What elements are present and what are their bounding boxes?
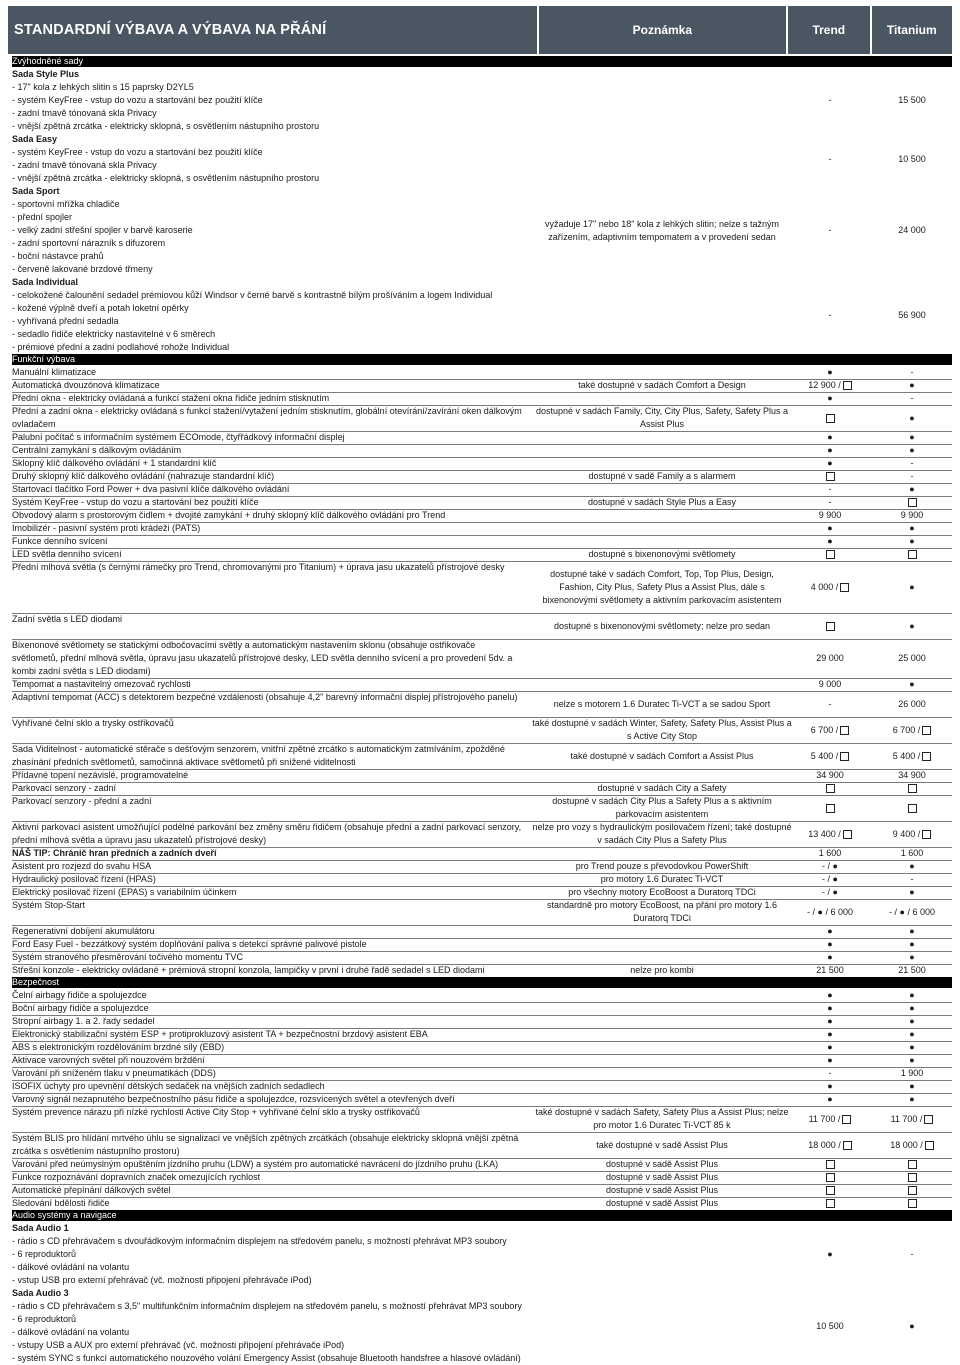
titanium-cell: -: [910, 874, 914, 884]
feature-label: Funkce rozpoznávání dopravních značek omezujících rychlost: [12, 1172, 261, 1182]
note-cell: pro Trend pouze s převodovkou PowerShift: [575, 861, 749, 871]
trend-cell: [790, 470, 870, 483]
titanium-cell: [874, 1184, 950, 1197]
note-cell: [532, 1067, 792, 1080]
trend-cell: ●: [827, 367, 833, 377]
note-cell: [532, 639, 792, 678]
trend-cell: - / ●: [822, 861, 838, 871]
feature-label: Palubní počítač s informačním systémem ECOmode, čtyřřádkový informační displej: [12, 432, 345, 442]
value-text: 6 700 /: [892, 724, 921, 735]
audio-pack-item: - rádio s CD přehrávačem s dvouřádkovým informačním displejem na středovém panelu, s možností přehrávat MP3 soubory: [12, 1236, 507, 1246]
note-cell: nelze pro kombi: [630, 965, 694, 975]
titanium-cell: ●: [909, 887, 915, 897]
note-cell: [532, 1222, 792, 1287]
pack-title: Sada Sport: [12, 186, 60, 196]
section-header: Funkční výbava: [12, 354, 952, 365]
option-box-icon: [840, 726, 849, 735]
titanium-cell: ●: [909, 523, 915, 533]
pack-item: - celokožené čalounění sedadel prémiovou kůží Windsor v černé barvě s kontrastně bílým prošíváním a logem Individual: [12, 290, 493, 300]
trend-cell: ●: [827, 990, 833, 1000]
titanium-cell: 1 600: [900, 848, 924, 858]
value-text: 6 700 /: [810, 724, 839, 735]
pack-item: - zadní tmavě tónovaná skla Privacy: [12, 108, 157, 118]
feature-label: Adaptivní tempomat (ACC) s detektorem bezpečné vzdálenosti (obsahuje 4,2" barevný informační displej přístrojového panelu): [12, 692, 518, 702]
option-box-icon: [842, 1115, 851, 1124]
trend-cell: ●: [827, 1249, 833, 1259]
option-box-icon: [826, 414, 835, 423]
pack-item: - kožené výplně dveří a potah loketní opěrky: [12, 303, 189, 313]
note-cell: [532, 1015, 792, 1028]
trend-cell: [790, 1184, 870, 1197]
trend-cell: -: [828, 225, 832, 235]
pack-item: - prémiové přední a zadní podlahové rohože Individual: [12, 342, 230, 352]
trend-cell: ●: [827, 1055, 833, 1065]
option-box-icon: [826, 472, 835, 481]
titanium-cell: 9 900: [900, 510, 924, 520]
trend-cell: [790, 717, 870, 743]
trend-cell: ●: [827, 458, 833, 468]
page-title: STANDARDNÍ VÝBAVA A VÝBAVA NA PŘÁNÍ: [8, 6, 537, 54]
feature-label: Systém Stop-Start: [12, 900, 86, 910]
trend-cell: 9 000: [818, 679, 842, 689]
value-text: 13 400 /: [808, 828, 841, 839]
titanium-cell: ●: [909, 536, 915, 546]
trend-cell: [790, 405, 870, 431]
titanium-cell: ●: [909, 445, 915, 455]
trend-cell: ●: [827, 1081, 833, 1091]
note-cell: dostupné s bixenonovými světlomety: [588, 549, 736, 559]
audio-pack-item: - 6 reproduktorů: [12, 1314, 77, 1324]
feature-label: Asistent pro rozjezd do svahu HSA: [12, 861, 152, 871]
audio-pack-title: Sada Audio 1: [12, 1223, 69, 1233]
note-cell: dostupné v sadě Assist Plus: [605, 1159, 719, 1169]
titanium-cell: ●: [909, 432, 915, 442]
note-cell: dostupné s bixenonovými světlomety; nelze pro sedan: [553, 620, 771, 631]
option-box-icon: [843, 830, 852, 839]
titanium-cell: ●: [909, 1055, 915, 1065]
trend-cell: -: [828, 95, 832, 105]
trend-cell: ●: [827, 952, 833, 962]
feature-label: Automatická dvouzónová klimatizace: [12, 380, 160, 390]
note-cell: dostupné v sadě Assist Plus: [605, 1172, 719, 1182]
audio-pack-title: Sada Audio 3: [12, 1288, 69, 1298]
feature-label: Funkce denního svícení: [12, 536, 108, 546]
titanium-cell: -: [910, 471, 914, 481]
feature-label: Hydraulický posilovač řízení (HPAS): [12, 874, 156, 884]
option-box-icon: [826, 550, 835, 559]
note-cell: také dostupné v sadě Assist Plus: [596, 1139, 728, 1150]
titanium-cell: ●: [909, 1016, 915, 1026]
note-cell: [532, 951, 792, 964]
note-cell: [532, 276, 792, 354]
titanium-cell: [874, 821, 950, 847]
feature-label: Centrální zamykání s dálkovým ovládáním: [12, 445, 182, 455]
pack-item: - zadní sportovní nárazník s difuzorem: [12, 238, 166, 248]
audio-pack-item: - systém SYNC s funkcí automatického nouzového volání Emergency Assist (obsahuje Bluetooth handsfree a hlasové ovládání): [12, 1353, 521, 1363]
value-text: 18 000 /: [890, 1139, 923, 1150]
feature-label: Regenerativní dobíjení akumulátoru: [12, 926, 155, 936]
pack-item: - systém KeyFree - vstup do vozu a startování bez použití klíče: [12, 147, 263, 157]
option-box-icon: [908, 804, 917, 813]
note-cell: [532, 431, 792, 444]
titanium-cell: 26 000: [898, 698, 926, 709]
column-header-trend: Trend: [788, 6, 869, 54]
feature-label: Stropní airbagy 1. a 2. řady sedadel: [12, 1016, 155, 1026]
note-cell: [532, 392, 792, 405]
option-box-icon: [908, 1160, 917, 1169]
note-cell: [532, 483, 792, 496]
trend-cell: ●: [827, 536, 833, 546]
titanium-cell: [874, 1158, 950, 1171]
note-cell: [532, 1028, 792, 1041]
titanium-cell: -: [910, 1249, 914, 1259]
titanium-cell: ●: [909, 926, 915, 936]
option-box-icon: [826, 1199, 835, 1208]
note-cell: dostupné v sadách Family, City, City Plus, Safety, Safety Plus a Assist Plus: [535, 406, 789, 429]
option-box-icon: [908, 1173, 917, 1182]
trend-cell: ●: [827, 939, 833, 949]
section-header: Bezpečnost: [12, 977, 952, 988]
trend-cell: [790, 1132, 870, 1158]
titanium-cell: -: [910, 367, 914, 377]
titanium-cell: [874, 743, 950, 769]
trend-cell: ●: [827, 445, 833, 455]
titanium-cell: ●: [909, 952, 915, 962]
feature-label: Přední mlhová světla (s černými rámečky pro Trend, chromovanými pro Titanium) + úprava jasu ukazatelů přístrojové desky: [12, 562, 505, 572]
note-cell: dostupné v sadě Family a s alarmem: [588, 471, 736, 481]
titanium-cell: ●: [909, 1320, 915, 1331]
table-header: [8, 6, 952, 54]
feature-label: Parkovací senzory - přední a zadní: [12, 796, 152, 806]
note-cell: [532, 1080, 792, 1093]
trend-cell: ●: [827, 926, 833, 936]
option-box-icon: [922, 830, 931, 839]
feature-label: Parkovací senzory - zadní: [12, 783, 117, 793]
audio-pack-item: - rádio s CD přehrávačem s 3,5" multifunkčním informačním displejem na středovém panelu, s možností přehrávat MP3 soubory: [12, 1301, 522, 1311]
feature-label: Ford Easy Fuel - bezzátkový systém doplňování paliva s detekcí správné palivové pistole: [12, 939, 367, 949]
feature-label: Boční airbagy řidiče a spolujezdce: [12, 1003, 149, 1013]
feature-label: Obvodový alarm s prostorovým čidlem + dvojité zamykání + druhý sklopný klíč dálkového ovládání pro Trend: [12, 510, 446, 520]
feature-label: Přídavné topení nezávislé, programovatelné: [12, 770, 189, 780]
option-box-icon: [922, 752, 931, 761]
feature-label: Sada Viditelnost - automatické stěrače s dešťovým senzorem, vnitřní zpětné zrcátko s automatickým zatmíváním, zpožděné zhasínání předních světlometů, samočinná aktivace světlometů při snížené viditelnosti: [12, 744, 505, 767]
note-cell: pro všechny motory EcoBoost a Duratorq TDCi: [568, 887, 756, 897]
trend-cell: 34 900: [816, 770, 844, 780]
note-cell: [532, 535, 792, 548]
option-box-icon: [908, 1199, 917, 1208]
feature-label: Varovný signál nezapnutého bezpečnostního pásu řidiče a spolujezdce, rozsvícených světel a otevřených dveří: [12, 1094, 455, 1104]
trend-cell: 1 600: [818, 848, 842, 858]
trend-cell: -: [828, 698, 832, 709]
pack-item: - vnější zpětná zrcátka - elektricky sklopná, s osvětlením nástupního prostoru: [12, 173, 320, 183]
trend-cell: ●: [827, 1094, 833, 1104]
titanium-cell: 24 000: [898, 225, 926, 235]
trend-cell: -: [828, 1068, 832, 1078]
note-cell: vyžaduje 17" nebo 18" kola z lehkých slitin; nelze s tažným zařízením, adaptivním tempomatem a v provedení sedan: [544, 218, 779, 242]
titanium-cell: -: [910, 458, 914, 468]
feature-label: Elektronický stabilizační systém ESP + protiprokluzový asistent TA + bezpečnostní brzdový asistent EBA: [12, 1029, 428, 1039]
note-cell: [532, 457, 792, 470]
note-cell: dostupné také v sadách Comfort, Top, Top Plus, Design, Fashion, City Plus, Safety Plus a Assist Plus, dále s bixenonovými světlomety a aktivním parkovacím asistentem: [542, 568, 782, 605]
titanium-cell: ●: [909, 990, 915, 1000]
feature-label: Imobilizér - pasivní systém proti krádeži (PATS): [12, 523, 201, 533]
option-box-icon: [908, 550, 917, 559]
titanium-cell: ●: [909, 1029, 915, 1039]
titanium-cell: 56 900: [898, 309, 926, 320]
feature-label: Sledování bdělosti řidiče: [12, 1198, 110, 1208]
option-box-icon: [908, 1186, 917, 1195]
titanium-cell: 10 500: [898, 153, 926, 164]
feature-label: Aktivní parkovací asistent umožňující podélné parkování bez změny směru řidičem (obsahuje přední a zadní parkovací senzory, přední mlhová světla a úpravu jasu ukazatelů přístrojové desky): [12, 822, 522, 845]
pack-item: - sportovní mřížka chladiče: [12, 199, 120, 209]
pack-item: - boční nástavce prahů: [12, 251, 104, 261]
pack-item: - červeně lakované brzdové třmeny: [12, 264, 153, 274]
titanium-cell: [874, 496, 950, 509]
titanium-cell: 1 900: [900, 1068, 924, 1078]
titanium-cell: [874, 548, 950, 561]
feature-label: Střešní konzole - elektricky ovládané + prémiová stropní konzola, lampičky v první i druhé řadě sedadel s LED diodami: [12, 965, 485, 975]
feature-label: NÁŠ TIP: Chránič hran předních a zadních dveří: [12, 848, 217, 858]
trend-cell: [790, 1158, 870, 1171]
option-box-icon: [843, 1141, 852, 1150]
titanium-cell: ●: [909, 484, 915, 494]
value-text: 5 400 /: [810, 750, 839, 761]
option-box-icon: [826, 804, 835, 813]
titanium-cell: [874, 717, 950, 743]
column-header-note: Poznámka: [539, 6, 786, 54]
titanium-cell: [874, 1171, 950, 1184]
trend-cell: [790, 379, 870, 392]
titanium-cell: ●: [909, 1081, 915, 1091]
option-box-icon: [840, 583, 849, 592]
option-box-icon: [826, 1173, 835, 1182]
feature-label: Tempomat a nastavitelný omezovač rychlosti: [12, 679, 191, 689]
feature-label: Bixenonové světlomety se statickými odbočovacími světly a automatickým nastavením sklonu (obsahuje ostřikovače světlometů, přední mlhová světla, úpravu jasu ukazatelů přístrojové desky, LED světla denního svícení a pro provedení 5dv. a kombi zadní světla s LED diodami): [12, 640, 513, 676]
feature-label: Startovací tlačítko Ford Power + dva pasivní klíče dálkového ovládání: [12, 484, 290, 494]
trend-cell: 29 000: [816, 653, 844, 663]
trend-cell: 10 500: [816, 1320, 844, 1331]
titanium-cell: ●: [909, 1094, 915, 1104]
note-cell: standardně pro motory EcoBoost, na přání pro motory 1.6 Duratorq TDCi: [546, 900, 778, 923]
value-text: 5 400 /: [892, 750, 921, 761]
value-text: 9 400 /: [892, 828, 921, 839]
titanium-cell: [874, 1197, 950, 1210]
value-text: 11 700 /: [808, 1113, 841, 1124]
titanium-cell: [874, 1132, 950, 1158]
feature-label: Varování před neúmyslným opuštěním jízdního pruhu (LDW) a systém pro automatické navrácení do jízdního pruhu (LKA): [12, 1159, 499, 1169]
trend-cell: -: [828, 153, 832, 164]
pack-item: - přední spojler: [12, 212, 73, 222]
feature-label: Zadní světla s LED diodami: [12, 614, 123, 624]
trend-cell: [790, 561, 870, 613]
titanium-cell: ●: [909, 1003, 915, 1013]
feature-label: Druhý sklopný klíč dálkového ovládání (nahrazuje standardní klíč): [12, 471, 275, 481]
pack-item: - 17" kola z lehkých slitin s 15 paprsky D2YL5: [12, 82, 194, 92]
option-box-icon: [840, 752, 849, 761]
note-cell: [532, 133, 792, 185]
note-cell: dostupné v sadě Assist Plus: [605, 1185, 719, 1195]
titanium-cell: [874, 795, 950, 821]
titanium-cell: 15 500: [898, 95, 926, 105]
trend-cell: [790, 743, 870, 769]
pack-item: - vnější zpětná zrcátka - elektricky sklopná, s osvětlením nástupního prostoru: [12, 121, 320, 131]
trend-cell: [790, 1106, 870, 1132]
note-cell: [532, 1093, 792, 1106]
pack-title: Sada Style Plus: [12, 69, 80, 79]
note-cell: [532, 989, 792, 1002]
trend-cell: - / ● / 6 000: [807, 906, 853, 917]
section-header: Audio systémy a navigace: [12, 1210, 952, 1221]
pack-item: - sedadlo řidiče elektricky nastavitelné v 6 směrech: [12, 329, 216, 339]
feature-label: Vyhřívané čelní sklo a trysky ostřikovačů: [12, 718, 174, 728]
titanium-cell: ●: [909, 679, 915, 689]
trend-cell: - / ●: [822, 874, 838, 884]
option-box-icon: [924, 1115, 933, 1124]
trend-cell: [790, 548, 870, 561]
trend-cell: ●: [827, 1003, 833, 1013]
trend-cell: ●: [827, 1016, 833, 1026]
note-cell: [532, 938, 792, 951]
option-box-icon: [908, 784, 917, 793]
feature-label: Elektrický posilovač řízení (EPAS) s variabilním účinkem: [12, 887, 237, 897]
note-cell: pro motory 1.6 Duratec Ti-VCT: [600, 874, 724, 884]
titanium-cell: ●: [909, 1042, 915, 1052]
note-cell: [532, 522, 792, 535]
feature-label: LED světla denního svícení: [12, 549, 122, 559]
feature-label: Přední a zadní okna - elektricky ovládaná s funkcí stažení/vytažení jedním stisknutím, globální otevírání/zavírání oken dálkovým ovladačem: [12, 406, 522, 429]
pack-item: - zadní tmavě tónovaná skla Privacy: [12, 160, 157, 170]
titanium-cell: ●: [909, 412, 915, 423]
audio-pack-item: - 6 reproduktorů: [12, 1249, 77, 1259]
note-cell: dostupné v sadách Style Plus a Easy: [587, 497, 737, 507]
trend-cell: - / ●: [822, 887, 838, 897]
trend-cell: -: [828, 484, 832, 494]
titanium-cell: 21 500: [898, 965, 926, 975]
titanium-cell: [874, 1106, 950, 1132]
titanium-cell: -: [910, 393, 914, 403]
note-cell: [532, 366, 792, 379]
note-cell: také dostupné v sadách Safety, Safety Plus a Assist Plus; nelze pro motor 1.6 Duratec Ti-VCT 85 k: [535, 1107, 789, 1130]
trend-cell: 21 500: [816, 965, 844, 975]
option-box-icon: [843, 381, 852, 390]
value-text: 12 900 /: [808, 380, 841, 390]
option-box-icon: [826, 784, 835, 793]
trend-cell: 9 900: [818, 510, 842, 520]
option-box-icon: [908, 498, 917, 507]
titanium-cell: ●: [909, 380, 915, 390]
trend-cell: [790, 1171, 870, 1184]
option-box-icon: [922, 726, 931, 735]
trend-cell: [790, 613, 870, 639]
pack-item: - velký zadní střešní spojler v barvě karoserie: [12, 225, 193, 235]
trend-cell: ●: [827, 432, 833, 442]
audio-pack-item: - vstupy USB a AUX pro externí přehrávač (vč. možnosti připojení přehrávače iPod): [12, 1340, 345, 1350]
feature-label: ISOFIX úchyty pro upevnění dětských sedaček na vnějších zadních sedadlech: [12, 1081, 325, 1091]
note-cell: [532, 1041, 792, 1054]
note-cell: také dostupné v sadách Winter, Safety, Safety Plus, Assist Plus a s Active City Stop: [532, 718, 792, 741]
note-cell: dostupné v sadách City a Safety: [597, 783, 727, 793]
audio-pack-item: - dálkové ovládání na volantu: [12, 1262, 130, 1272]
feature-label: Automatické přepínání dálkových světel: [12, 1185, 171, 1195]
feature-label: Čelní airbagy řidiče a spolujezdce: [12, 990, 147, 1000]
audio-pack-item: - vstup USB pro externí přehrávač (vč. možnosti připojení přehrávače iPod): [12, 1275, 312, 1285]
titanium-cell: 25 000: [898, 653, 926, 663]
note-cell: [532, 68, 792, 133]
trend-cell: ●: [827, 523, 833, 533]
titanium-cell: - / ● / 6 000: [889, 906, 935, 917]
option-box-icon: [826, 1160, 835, 1169]
feature-label: Systém prevence nárazu při nízké rychlosti Active City Stop + vyhřívané čelní sklo a trysky ostřikovačů: [12, 1107, 420, 1117]
trend-cell: [790, 782, 870, 795]
feature-label: Přední okna - elektricky ovládaná a funkcí stažení okna řidiče jedním stisknutím: [12, 393, 330, 403]
feature-label: Manuální klimatizace: [12, 367, 97, 377]
titanium-cell: ●: [909, 620, 915, 631]
trend-cell: [790, 1197, 870, 1210]
feature-label: Systém BLIS pro hlídání mrtvého úhlu se signalizací ve vnějších zpětných zrcátkách (obsahuje elektricky sklopná vnější zpětná zrcátka s osvětlením nástupního prostoru): [12, 1133, 519, 1156]
value-text: 11 700 /: [890, 1113, 923, 1124]
feature-label: Aktivace varovných světel při nouzovém brždění: [12, 1055, 205, 1065]
note-cell: nelze s motorem 1.6 Duratec Ti-VCT a se sadou Sport: [553, 698, 771, 709]
note-cell: [532, 509, 792, 522]
pack-title: Sada Easy: [12, 134, 58, 144]
note-cell: [532, 444, 792, 457]
trend-cell: -: [828, 309, 832, 320]
titanium-cell: ●: [909, 861, 915, 871]
titanium-cell: ●: [909, 581, 915, 592]
note-cell: také dostupné v sadách Comfort a Assist Plus: [570, 750, 754, 761]
audio-pack-item: - dálkové ovládání na volantu: [12, 1327, 130, 1337]
feature-label: Varování při sníženém tlaku v pneumatikách (DDS): [12, 1068, 216, 1078]
titanium-cell: 34 900: [898, 770, 926, 780]
pack-title: Sada Individual: [12, 277, 79, 287]
note-cell: [532, 678, 792, 691]
option-box-icon: [925, 1141, 934, 1150]
option-box-icon: [826, 1186, 835, 1195]
feature-label: ABS s elektronickým rozdělováním brzdné síly (EBD): [12, 1042, 225, 1052]
note-cell: [532, 1002, 792, 1015]
titanium-cell: ●: [909, 939, 915, 949]
column-header-titanium: Titanium: [872, 6, 952, 54]
note-cell: dostupné v sadě Assist Plus: [605, 1198, 719, 1208]
pack-item: - systém KeyFree - vstup do vozu a startování bez použití klíče: [12, 95, 263, 105]
note-cell: také dostupné v sadách Comfort a Design: [578, 380, 746, 390]
feature-label: Sklopný klíč dálkového ovládání + 1 standardní klíč: [12, 458, 217, 468]
trend-cell: ●: [827, 1042, 833, 1052]
option-box-icon: [826, 622, 835, 631]
note-cell: nelze pro vozy s hydraulickým posilovačem řízení; také dostupné v sadách City Plus a Safety Plus: [532, 822, 792, 845]
feature-label: Systém stranového přesměrování točivého momentu TVC: [12, 952, 243, 962]
note-cell: [532, 1287, 792, 1365]
note-cell: [532, 1054, 792, 1067]
note-cell: [532, 847, 792, 860]
pack-item: - vyhřívaná přední sedadla: [12, 316, 119, 326]
trend-cell: [790, 795, 870, 821]
note-cell: [532, 769, 792, 782]
trend-cell: [790, 821, 870, 847]
note-cell: [532, 925, 792, 938]
trend-cell: -: [828, 497, 832, 507]
feature-label: Systém KeyFree - vstup do vozu a startování bez použití klíče: [12, 497, 259, 507]
titanium-cell: [874, 782, 950, 795]
trend-cell: ●: [827, 393, 833, 403]
trend-cell: ●: [827, 1029, 833, 1039]
section-header: Zvýhodněné sady: [12, 56, 952, 67]
value-text: 4 000 /: [810, 581, 839, 592]
value-text: 18 000 /: [808, 1139, 841, 1150]
note-cell: dostupné v sadách City Plus a Safety Plus a s aktivním parkovacím asistentem: [552, 796, 772, 819]
